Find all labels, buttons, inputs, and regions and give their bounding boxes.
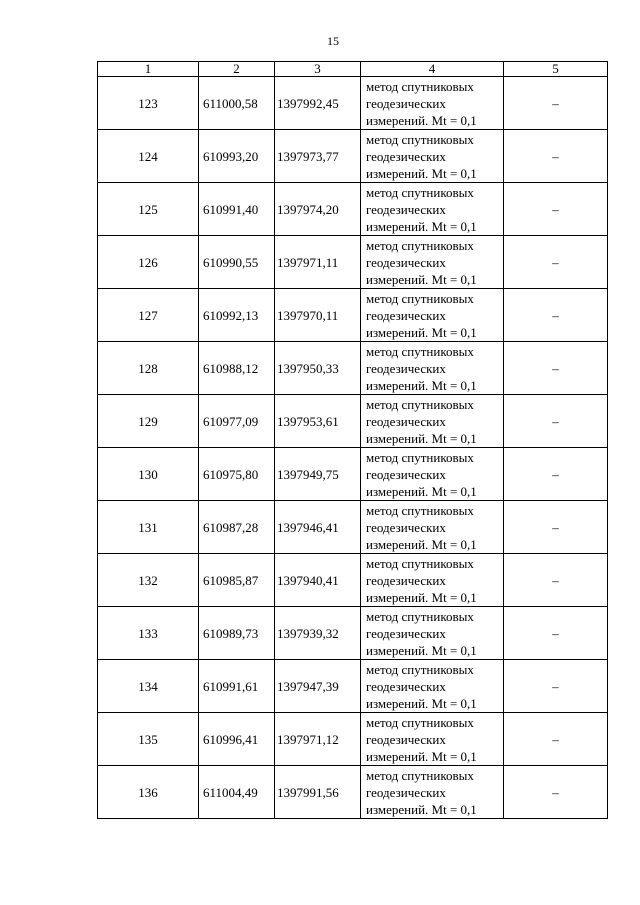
- table-row: [98, 554, 608, 607]
- method-line: метод спутниковых: [366, 555, 474, 571]
- method-line: измерений. Mt = 0,1: [366, 430, 477, 446]
- table-row: [98, 607, 608, 660]
- method-line: геодезических: [366, 784, 446, 800]
- note-cell: –: [504, 289, 608, 342]
- method-cell: [361, 448, 504, 501]
- method-line: метод спутниковых: [366, 767, 474, 783]
- point-number-cell: 124: [98, 130, 199, 183]
- table-row: [98, 289, 608, 342]
- method-line: измерений. Mt = 0,1: [366, 589, 477, 605]
- method-line: геодезических: [366, 466, 446, 482]
- table-row: [98, 766, 608, 819]
- y-coordinate-cell: 1397971,11: [275, 236, 361, 289]
- method-line: измерений. Mt = 0,1: [366, 271, 477, 287]
- note-cell: –: [504, 766, 608, 819]
- x-coordinate-cell: 611000,58: [199, 77, 275, 130]
- method-line: геодезических: [366, 678, 446, 694]
- method-line: геодезических: [366, 148, 446, 164]
- coordinates-table: [97, 61, 608, 819]
- method-line: геодезических: [366, 413, 446, 429]
- point-number-cell: 123: [98, 77, 199, 130]
- method-line: геодезических: [366, 572, 446, 588]
- method-cell: [361, 395, 504, 448]
- table-row: [98, 130, 608, 183]
- method-line: измерений. Mt = 0,1: [366, 324, 477, 340]
- method-line: измерений. Mt = 0,1: [366, 536, 477, 552]
- x-coordinate-cell: 610992,13: [199, 289, 275, 342]
- method-line: метод спутниковых: [366, 502, 474, 518]
- method-cell: [361, 501, 504, 554]
- method-cell: [361, 342, 504, 395]
- note-cell: –: [504, 236, 608, 289]
- table-row: [98, 660, 608, 713]
- note-cell: –: [504, 554, 608, 607]
- x-coordinate-cell: 610996,41: [199, 713, 275, 766]
- column-header-3: 3: [275, 62, 361, 77]
- method-line: метод спутниковых: [366, 661, 474, 677]
- point-number-cell: 132: [98, 554, 199, 607]
- x-coordinate-cell: 610987,28: [199, 501, 275, 554]
- table-row: [98, 713, 608, 766]
- y-coordinate-cell: 1397950,33: [275, 342, 361, 395]
- method-cell: [361, 554, 504, 607]
- point-number-cell: 128: [98, 342, 199, 395]
- note-cell: –: [504, 501, 608, 554]
- method-line: геодезических: [366, 307, 446, 323]
- y-coordinate-cell: 1397953,61: [275, 395, 361, 448]
- method-line: геодезических: [366, 731, 446, 747]
- point-number-cell: 125: [98, 183, 199, 236]
- point-number-cell: 135: [98, 713, 199, 766]
- note-cell: –: [504, 183, 608, 236]
- note-cell: –: [504, 448, 608, 501]
- method-cell: [361, 607, 504, 660]
- method-cell: [361, 183, 504, 236]
- y-coordinate-cell: 1397973,77: [275, 130, 361, 183]
- table-row: [98, 236, 608, 289]
- y-coordinate-cell: 1397946,41: [275, 501, 361, 554]
- y-coordinate-cell: 1397974,20: [275, 183, 361, 236]
- table-row: [98, 395, 608, 448]
- column-header-1: 1: [98, 62, 199, 77]
- method-line: метод спутниковых: [366, 449, 474, 465]
- x-coordinate-cell: 610991,40: [199, 183, 275, 236]
- point-number-cell: 129: [98, 395, 199, 448]
- method-line: метод спутниковых: [366, 396, 474, 412]
- table-header-row: [98, 62, 608, 77]
- column-header-2: 2: [199, 62, 275, 77]
- x-coordinate-cell: 611004,49: [199, 766, 275, 819]
- page-number: 15: [327, 34, 339, 48]
- table-row: [98, 448, 608, 501]
- note-cell: –: [504, 607, 608, 660]
- y-coordinate-cell: 1397947,39: [275, 660, 361, 713]
- method-cell: [361, 77, 504, 130]
- y-coordinate-cell: 1397970,11: [275, 289, 361, 342]
- method-cell: [361, 130, 504, 183]
- x-coordinate-cell: 610977,09: [199, 395, 275, 448]
- method-line: измерений. Mt = 0,1: [366, 695, 477, 711]
- y-coordinate-cell: 1397949,75: [275, 448, 361, 501]
- method-line: геодезических: [366, 254, 446, 270]
- method-line: измерений. Mt = 0,1: [366, 748, 477, 764]
- column-header-5: 5: [504, 62, 608, 77]
- point-number-cell: 131: [98, 501, 199, 554]
- method-line: геодезических: [366, 201, 446, 217]
- method-line: измерений. Mt = 0,1: [366, 165, 477, 181]
- point-number-cell: 127: [98, 289, 199, 342]
- method-cell: [361, 713, 504, 766]
- method-line: метод спутниковых: [366, 131, 474, 147]
- method-line: метод спутниковых: [366, 237, 474, 253]
- y-coordinate-cell: 1397940,41: [275, 554, 361, 607]
- point-number-cell: 136: [98, 766, 199, 819]
- point-number-cell: 126: [98, 236, 199, 289]
- x-coordinate-cell: 610975,80: [199, 448, 275, 501]
- note-cell: –: [504, 713, 608, 766]
- method-line: метод спутниковых: [366, 608, 474, 624]
- method-line: метод спутниковых: [366, 290, 474, 306]
- method-line: геодезических: [366, 519, 446, 535]
- y-coordinate-cell: 1397992,45: [275, 77, 361, 130]
- note-cell: –: [504, 395, 608, 448]
- method-line: метод спутниковых: [366, 343, 474, 359]
- method-line: измерений. Mt = 0,1: [366, 642, 477, 658]
- method-line: измерений. Mt = 0,1: [366, 483, 477, 499]
- method-line: измерений. Mt = 0,1: [366, 112, 477, 128]
- x-coordinate-cell: 610991,61: [199, 660, 275, 713]
- point-number-cell: 134: [98, 660, 199, 713]
- note-cell: –: [504, 342, 608, 395]
- y-coordinate-cell: 1397939,32: [275, 607, 361, 660]
- point-number-cell: 130: [98, 448, 199, 501]
- method-cell: [361, 766, 504, 819]
- x-coordinate-cell: 610993,20: [199, 130, 275, 183]
- method-cell: [361, 660, 504, 713]
- method-line: геодезических: [366, 625, 446, 641]
- method-line: измерений. Mt = 0,1: [366, 218, 477, 234]
- method-line: измерений. Mt = 0,1: [366, 801, 477, 817]
- method-line: геодезических: [366, 95, 446, 111]
- method-line: метод спутниковых: [366, 78, 474, 94]
- method-cell: [361, 289, 504, 342]
- table-row: [98, 501, 608, 554]
- x-coordinate-cell: 610985,87: [199, 554, 275, 607]
- method-line: метод спутниковых: [366, 184, 474, 200]
- table-row: [98, 77, 608, 130]
- x-coordinate-cell: 610988,12: [199, 342, 275, 395]
- method-cell: [361, 236, 504, 289]
- x-coordinate-cell: 610989,73: [199, 607, 275, 660]
- table-row: [98, 183, 608, 236]
- x-coordinate-cell: 610990,55: [199, 236, 275, 289]
- column-header-4: 4: [361, 62, 504, 77]
- table-body: [98, 62, 608, 819]
- y-coordinate-cell: 1397991,56: [275, 766, 361, 819]
- method-line: геодезических: [366, 360, 446, 376]
- table-row: [98, 342, 608, 395]
- note-cell: –: [504, 77, 608, 130]
- y-coordinate-cell: 1397971,12: [275, 713, 361, 766]
- note-cell: –: [504, 130, 608, 183]
- method-line: метод спутниковых: [366, 714, 474, 730]
- note-cell: –: [504, 660, 608, 713]
- method-line: измерений. Mt = 0,1: [366, 377, 477, 393]
- point-number-cell: 133: [98, 607, 199, 660]
